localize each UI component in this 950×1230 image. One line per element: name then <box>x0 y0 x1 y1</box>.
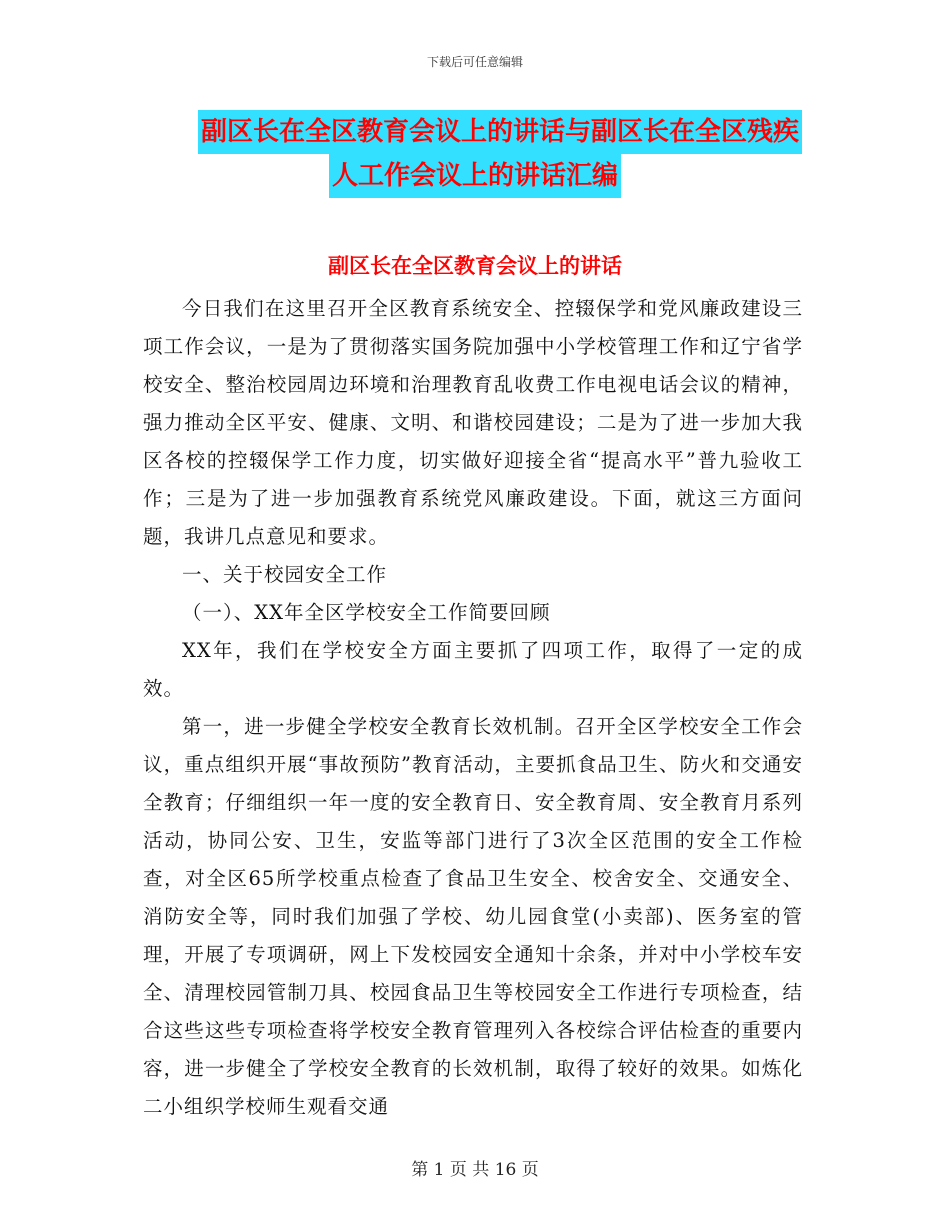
document-title-line-1: 副区长在全区教育会议上的讲话与副区长在全区残疾 <box>198 110 802 154</box>
heading-campus-safety: 一、关于校园安全工作 <box>182 563 388 586</box>
section-title: 副区长在全区教育会议上的讲话 <box>328 254 622 278</box>
header-note: 下载后可任意编辑 <box>426 55 523 69</box>
body-text <box>143 290 803 1126</box>
page-footer: 第 1 页 共 16 页 <box>411 1160 539 1180</box>
document-title-line-2: 人工作会议上的讲话汇编 <box>329 154 621 198</box>
subheading-review: （一）、XX年全区学校安全工作简要回顾 <box>182 601 551 624</box>
paragraph-intro: 今日我们在这里召开全区教育系统安全、控辍保学和党风廉政建设三项工作会议，一是为了贯彻落实国务院加强中小学校管理工作和辽宁省学校安全、整治校园周边环境和治理教育乱收费工作电视电话会议的精神，强力推动全区平安、健康、文明、和谐校园建设；二是为了进一步加大我区各校的控辍保学工作力度，切实做好迎接全省“提高水平”普九验收工作；三是为了进一步加强教育系统党风廉政建设。下面，就这三方面问题，我讲几点意见和要求。 <box>143 297 803 548</box>
document-title <box>0 110 950 198</box>
paragraph-first-point: 第一，进一步健全学校安全教育长效机制。召开全区学校安全工作会议，重点组织开展“事故预防”教育活动，主要抓食品卫生、防火和交通安全教育；仔细组织一年一度的安全教育日、安全教育周、安全教育月系列活动，协同公安、卫生，安监等部门进行了3次全区范围的安全工作检查，对全区65所学校重点检查了食品卫生安全、校舍安全、交通安全、消防安全等，同时我们加强了学校、幼儿园食堂(小卖部)、医务室的管理，开展了专项调研，网上下发校园安全通知十余条，并对中小学校车安全、清理校园管制刀具、校园食品卫生等校园安全工作进行专项检查，结合这些这些专项检查将学校安全教育管理列入各校综合评估检查的重要内容，进一步健全了学校安全教育的长效机制，取得了较好的效果。如炼化二小组织学校师生观看交通 <box>143 715 803 1118</box>
paragraph-summary: XX年，我们在学校安全方面主要抓了四项工作，取得了一定的成效。 <box>143 639 803 700</box>
